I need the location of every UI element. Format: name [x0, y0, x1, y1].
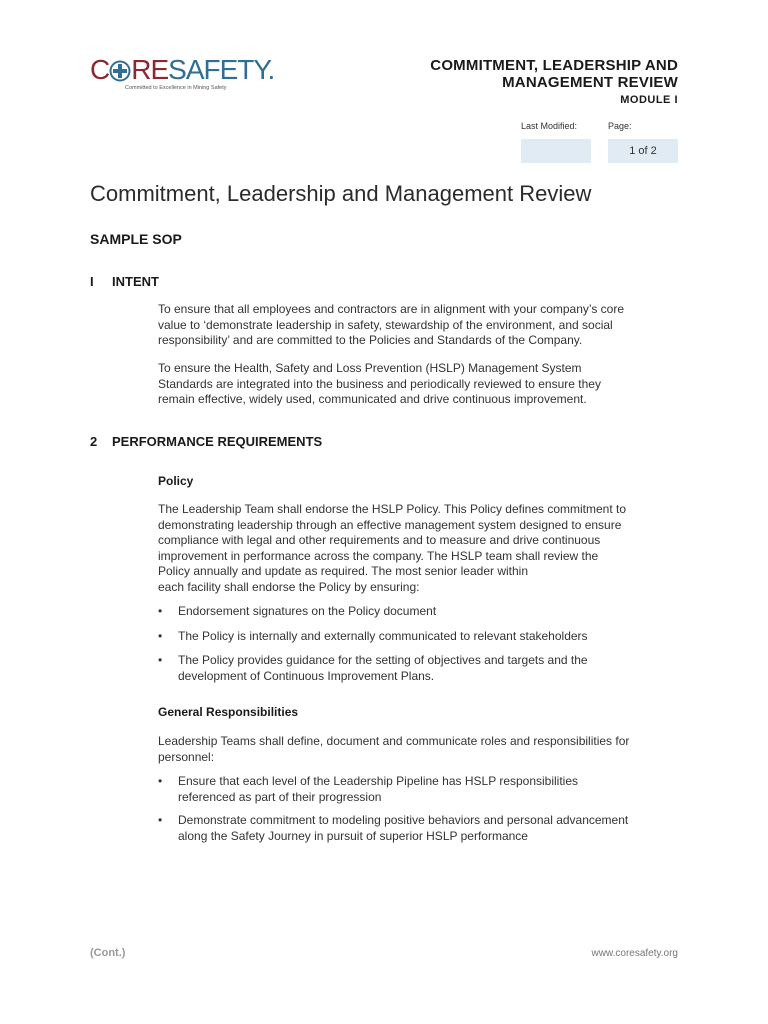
text-line: value to ‘demonstrate leadership in safety, stewardship of the environment, and social — [158, 317, 613, 332]
header-title — [430, 57, 678, 91]
policy-heading: Policy — [158, 474, 194, 488]
text-line: compliance with legal and other requirements and to measure and drive continuous — [158, 533, 601, 547]
section-title: PERFORMANCE REQUIREMENTS — [112, 434, 323, 449]
text-line: Demonstrate commitment to modeling positive behaviors and personal advancement — [178, 813, 629, 827]
text-line: To ensure that all employees and contractors are in alignment with your company’s core — [158, 302, 625, 316]
footer-url: www.coresafety.org — [591, 948, 678, 959]
text-line: Endorsement signatures on the Policy document — [178, 604, 437, 618]
text-line: demonstrating leadership through an effective management system designed to ensure — [158, 517, 622, 532]
bullet-icon: • — [158, 604, 163, 618]
intent-paragraph-2 — [158, 361, 648, 408]
text-line: To ensure the Health, Safety and Loss Prevention (HSLP) Management System — [158, 361, 582, 375]
text-line: along the Safety Journey in pursuit of superior HSLP performance — [178, 828, 528, 843]
logo-text-c: C — [90, 54, 110, 85]
page-label: Page: — [608, 121, 632, 131]
header-title-line2: MANAGEMENT REVIEW — [502, 74, 678, 91]
text-line: The Policy provides guidance for the setting of objectives and targets and the — [178, 653, 588, 667]
last-modified-value — [521, 139, 591, 163]
header-title-line1: COMMITMENT, LEADERSHIP AND — [430, 57, 678, 74]
logo-text-safety: SAFETY. — [168, 54, 275, 85]
module-label: MODULE I — [620, 94, 678, 106]
text-line: Ensure that each level of the Leadership Pipeline has HSLP responsibilities — [178, 774, 579, 788]
text-line: responsibility’ and are committed to the Policies and Standards of the Company. — [158, 333, 583, 347]
logo-text-re: RE — [131, 54, 169, 85]
general-responsibilities-heading: General Responsibilities — [158, 705, 299, 719]
text-line: Policy annually and update as required. The most senior leader within — [158, 564, 528, 578]
continued-label: (Cont.) — [90, 947, 126, 959]
text-line: development of Continuous Improvement Plans. — [178, 668, 435, 683]
text-line: The Leadership Team shall endorse the HSLP Policy. This Policy defines commitment to — [158, 502, 627, 516]
intent-paragraph-1 — [158, 302, 648, 349]
section-number: I — [90, 274, 94, 289]
section-performance-heading — [90, 434, 322, 449]
text-line: each facility shall endorse the Policy by ensuring: — [158, 579, 420, 594]
text-line: Standards are integrated into the business and periodically reviewed to ensure they — [158, 376, 601, 391]
last-modified-label: Last Modified: — [521, 121, 578, 131]
bullet-icon: • — [158, 629, 163, 643]
text-line: remain effective, widely used, communicated and drive continuous improvement. — [158, 392, 587, 406]
text-line: improvement in performance across the company. The HSLP team shall review the — [158, 548, 599, 563]
policy-paragraph — [158, 502, 648, 595]
bullet-icon: • — [158, 653, 163, 667]
section-intent-heading — [90, 274, 159, 289]
logo-tagline: Committed to Excellence in Mining Safety — [125, 85, 227, 91]
coresafety-logo — [90, 54, 275, 95]
bullet-icon: • — [158, 813, 163, 827]
page-number-value: 1 of 2 — [608, 139, 678, 163]
section-number: 2 — [90, 434, 98, 449]
section-title: INTENT — [112, 274, 159, 289]
text-line: personnel: — [158, 749, 215, 764]
document-subtitle: SAMPLE SOP — [90, 231, 182, 247]
document-title: Commitment, Leadership and Management Review — [90, 181, 592, 206]
general-responsibilities-paragraph — [158, 734, 648, 765]
text-line: The Policy is internally and externally communicated to relevant stakeholders — [178, 629, 588, 643]
text-line: Leadership Teams shall define, document and communicate roles and responsibilities for — [158, 734, 630, 748]
text-line: referenced as part of their progression — [178, 789, 382, 804]
bullet-icon: • — [158, 774, 163, 788]
cross-icon — [109, 60, 131, 82]
